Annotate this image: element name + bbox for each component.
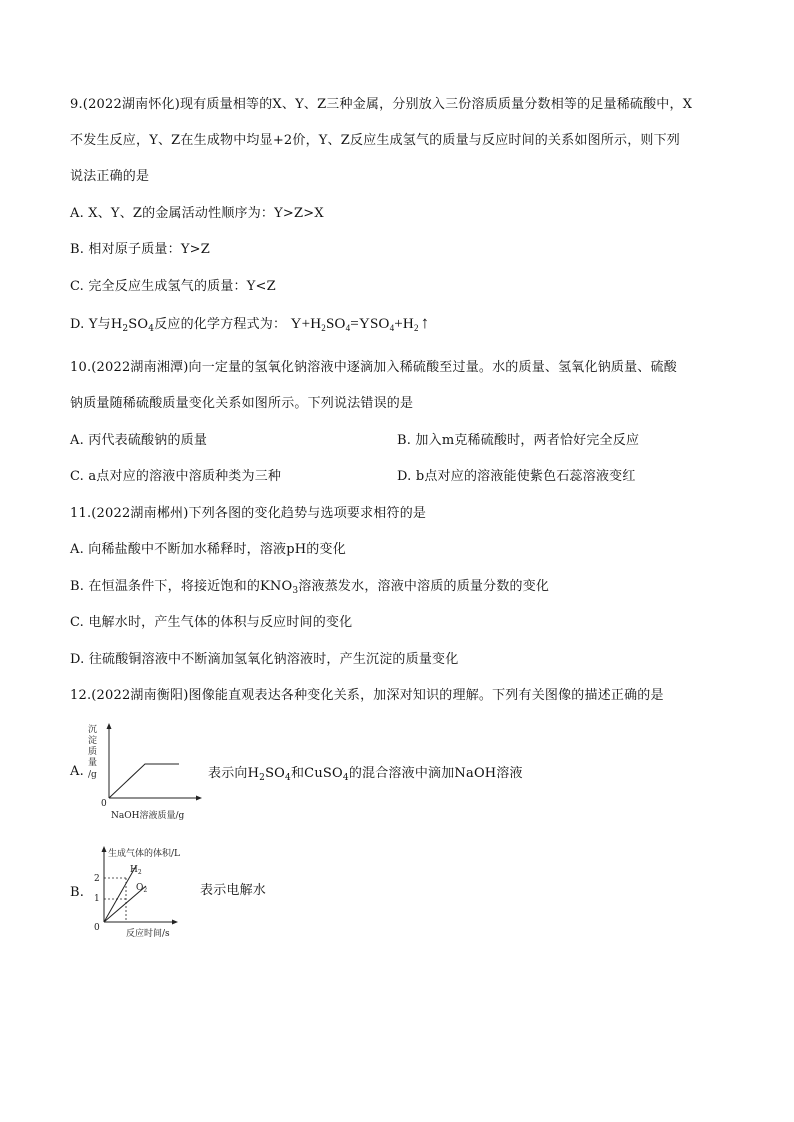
q12-option-a-label: A. (70, 764, 84, 779)
figb-y-arrow (102, 846, 107, 852)
figa-ylabel-1: 沉 (88, 725, 98, 735)
q12-stem: 12.(2022湖南衡阳)图像能直观表达各种变化关系，加深对知识的理解。下列有关图像的描述正确的是 (70, 688, 664, 703)
figa-ylabel-3: 质 (88, 747, 98, 757)
figb-x-arrow (172, 920, 178, 925)
q10-stem-line1: 10.(2022湖南湘潭)向一定量的氢氧化钠溶液中逐滴加入稀硫酸至过量。水的质量、氢氧化钠质量、硫酸 (70, 360, 677, 375)
figb-ytick-2: 2 (94, 874, 100, 884)
q11-option-d: D. 往硫酸铜溶液中不断滴加氢氧化钠溶液时，产生沉淀的质量变化 (70, 652, 459, 667)
figb-origin: 0 (94, 923, 100, 933)
q10-option-b: B. 加入m克稀硫酸时，两者恰好完全反应 (397, 433, 640, 448)
q9-option-d (70, 314, 429, 334)
q9-stem-line1: 9.(2022湖南怀化)现有质量相等的X、Y、Z三种金属，分别放入三份溶质质量分数相等的足量稀硫酸中，X (70, 97, 693, 112)
q11-option-c: C. 电解水时，产生气体的体积与反应时间的变化 (70, 615, 353, 630)
figb-o2-label: $O_2$ (136, 883, 148, 894)
figb-xlabel: 反应时间/s (126, 929, 170, 939)
figa-x-arrow (196, 796, 202, 801)
q9-stem-line2: 不发生反应，Y、Z在生成物中均显+2价，Y、Z反应生成氢气的质量与反应时间的关系如图所示，则下列 (70, 133, 680, 148)
up-arrow-icon: ↑ (420, 313, 430, 332)
q12-figure-a (85, 722, 205, 822)
figa-curve (109, 764, 179, 798)
figa-ylabel-2: 淀 (88, 736, 98, 746)
q9-stem-line3: 说法正确的是 (70, 169, 150, 184)
q10-option-c: C. a点对应的溶液中溶质种类为三种 (70, 469, 282, 484)
figb-ytick-1: 1 (94, 894, 100, 904)
q11-stem: 11.(2022湖南郴州)下列各图的变化趋势与选项要求相符的是 (70, 506, 427, 521)
q11-option-a: A. 向稀盐酸中不断加水稀释时，溶液pH的变化 (70, 542, 346, 557)
q12-option-b-text: 表示电解水 (200, 883, 267, 898)
q12-option-a-text: 表示向$H_2SO_4$和CuSO$_4$的混合溶液中滴加NaOH溶液 (208, 766, 523, 783)
q10-option-a: A. 丙代表硫酸钠的质量 (70, 433, 208, 448)
figa-xlabel: NaOH溶液质量/g (111, 811, 185, 821)
figa-ylabel-4: 量 (88, 758, 98, 768)
q9-equation: $Y+H_2SO_4=YSO_4+H_2$ ↑ (290, 313, 430, 333)
figa-origin: 0 (101, 799, 107, 809)
q10-stem-line2: 钠质量随稀硫酸质量变化关系如图所示。下列说法错误的是 (70, 396, 414, 411)
q9-option-b: B. 相对原子质量：Y>Z (70, 242, 210, 257)
q9-option-a: A. X、Y、Z的金属活动性顺序为：Y>Z>X (70, 206, 324, 221)
figb-ylabel: 生成气体的体积/L (108, 849, 181, 859)
figb-h2-label: $H_2$ (130, 865, 142, 876)
q11-option-b: B. 在恒温条件下，将接近饱和的$KNO_3$溶液蒸发水，溶液中溶质的质量分数的变化 (70, 579, 550, 596)
q9-option-d-mid: 反应的化学方程式为： (154, 317, 287, 332)
q12-option-b-label: B. (70, 885, 85, 900)
q9-h2so4: $H_2SO_4$ (110, 317, 155, 334)
q10-option-d: D. b点对应的溶液能使紫色石蕊溶液变红 (397, 469, 636, 484)
figa-ylabel-5: /g (88, 770, 97, 780)
figa-y-arrow (107, 723, 112, 729)
q9-option-d-prefix: D. Y与 (70, 317, 111, 332)
q9-option-c: C. 完全反应生成氢气的质量：Y<Z (70, 279, 276, 294)
